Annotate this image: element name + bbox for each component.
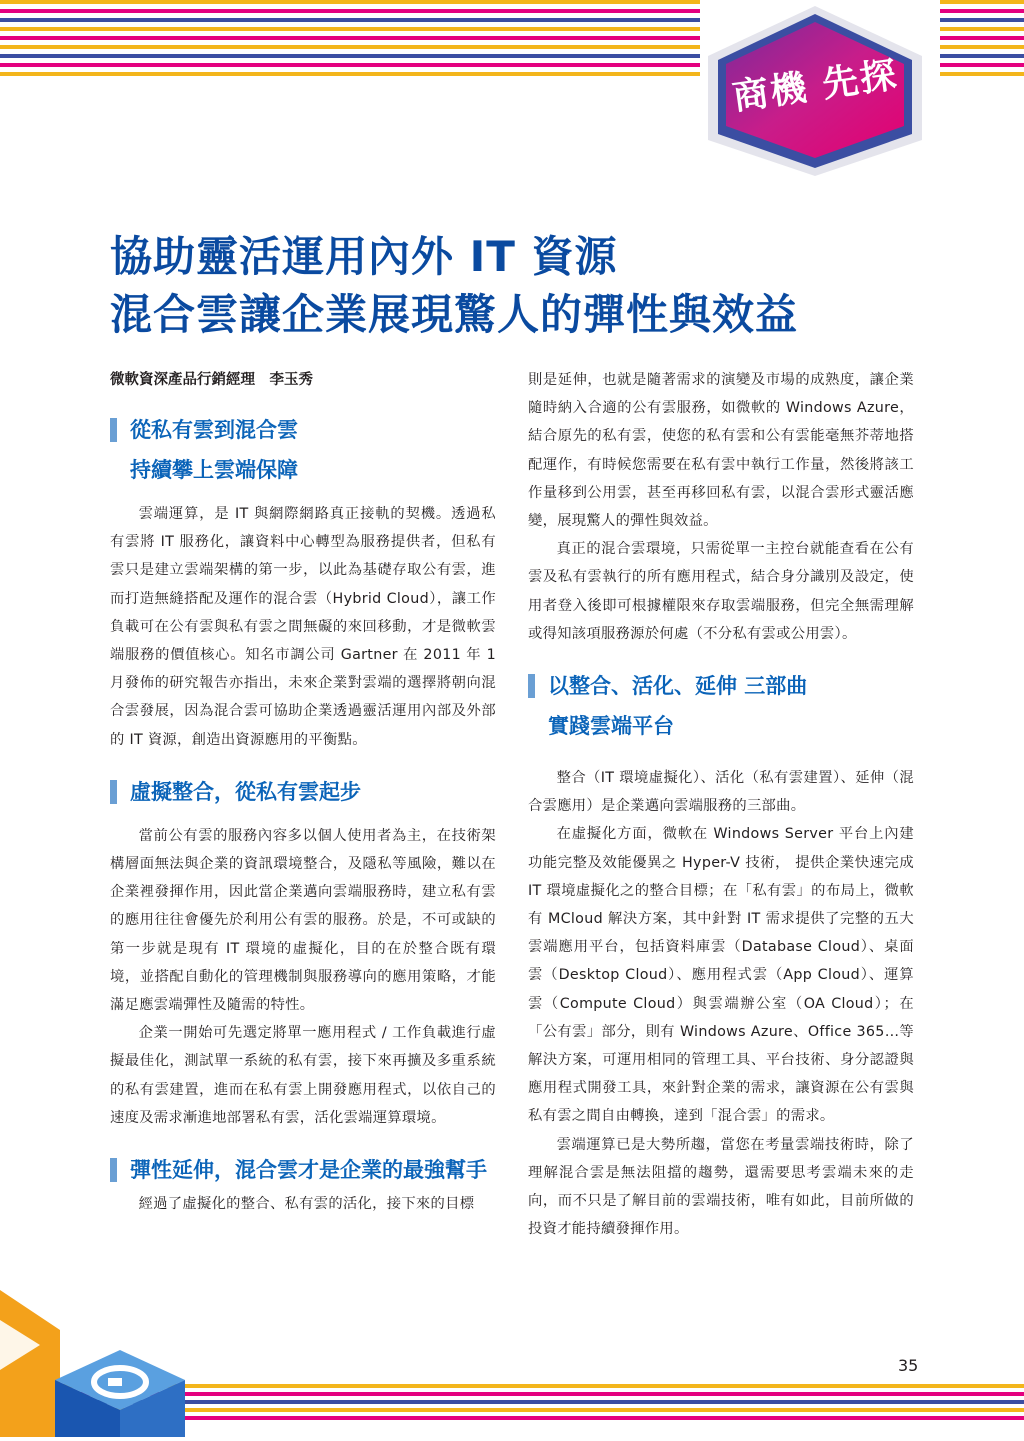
section-heading-1-line-1: 從私有雲到混合雲 bbox=[130, 418, 298, 442]
left-column bbox=[110, 366, 496, 1218]
section-heading-3-line-1: 彈性延伸，混合雲才是企業的最強幫手 bbox=[130, 1158, 487, 1183]
section-heading-4-line-1: 以整合、活化、延伸 三部曲 bbox=[548, 674, 808, 699]
section-heading-4-line-2: 實踐雲端平台 bbox=[548, 714, 674, 739]
paragraph: 整合（IT 環境虛擬化）、活化（私有雲建置）、延伸（混合雲應用）是企業邁向雲端服務的三部曲。 bbox=[528, 770, 914, 815]
corner-decoration bbox=[0, 1290, 190, 1437]
section-heading-3 bbox=[110, 1150, 496, 1190]
section-heading-2 bbox=[110, 772, 496, 812]
section-badge bbox=[700, 0, 930, 180]
article-title bbox=[110, 228, 930, 344]
paragraph: 真正的混合雲環境，只需從單一主控台就能查看在公有雲及私有雲執行的所有應用程式，結合身分識別及設定，使用者登入後即可根據權限來存取雲端服務，但完全無需理解或得知該項服務源於何處（不分私有雲或公用雲）。 bbox=[528, 541, 914, 642]
top-stripes-right bbox=[940, 0, 1024, 80]
right-column bbox=[528, 366, 914, 1243]
section-heading-2-line-1: 虛擬整合，從私有雲起步 bbox=[130, 779, 361, 804]
title-line-2: 混合雲讓企業展現驚人的彈性與效益 bbox=[110, 290, 799, 339]
paragraph: 在虛擬化方面，微軟在 Windows Server 平台上內建功能完整及效能優異之 Hyper-V 技術， 提供企業快速完成 IT 環境虛擬化之的整合目標；在「私有雲」的布局上，微軟有 MCloud 解決方案，其中針對 IT 需求提供了完整的五大雲端應用平台，包括資料庫雲（Database Cloud）、桌面雲（Desktop Cloud）、應用程式雲（App Cloud）、運算雲（Compute Cloud）與雲端辦公室（OA Cloud）；在「公有雲」部分，則有 Windows Azure、Office 365…等解決方案，可運用相同的管理工具、平台技術、身分認證與應用程式開發工具，來針對企業的需求，讓資源在公有雲與私有雲之間自由轉換，達到「混合雲」的需求。 bbox=[528, 826, 914, 1125]
section-heading-1 bbox=[110, 410, 496, 490]
title-line-1: 協助靈活運用內外 IT 資源 bbox=[110, 232, 618, 281]
paragraph: 企業一開始可先選定將單一應用程式 / 工作負載進行虛擬最佳化，測試單一系統的私有雲，接下來再擴及多重系統的私有雲建置，進而在私有雲上開發應用程式，以依自己的速度及需求漸進地部署私有雲，活化雲端運算環境。 bbox=[110, 1025, 496, 1126]
top-stripes-left bbox=[0, 0, 700, 80]
section-heading-1-line-2: 持續攀上雲端保障 bbox=[130, 458, 298, 482]
paragraph: 經過了虛擬化的整合、私有雲的活化，接下來的目標 bbox=[138, 1196, 475, 1213]
paragraph: 雲端運算，是 IT 與網際網路真正接軌的契機。透過私有雲將 IT 服務化，讓資料中心轉型為服務提供者，但私有雲只是建立雲端架構的第一步，以此為基礎存取公有雲，進而打造無縫搭配及運作的混合雲（Hybrid Cloud），讓工作負載可在公有雲與私有雲之間無礙的來回移動，才是微軟雲端服務的價值核心。知名市調公司 Gartner 在 2011 年 1 月發佈的研究報告亦指出，未來企業對雲端的選擇將朝向混合雲發展，因為混合雲可協助企業透過靈活運用內部及外部的 IT 資源，創造出資源應用的平衡點。 bbox=[110, 506, 496, 748]
paragraph: 則是延伸，也就是隨著需求的演變及市場的成熟度，讓企業隨時納入合適的公有雲服務，如微軟的 Windows Azure，結合原先的私有雲，使您的私有雲和公有雲能毫無芥蒂地搭配運作，有時候您需要在私有雲中執行工作量，然後將該工作量移到公用雲，甚至再移回私有雲，以混合雲形式靈活應變，展現驚人的彈性與效益。 bbox=[528, 372, 914, 530]
paragraph: 當前公有雲的服務內容多以個人使用者為主，在技術架構層面無法與企業的資訊環境整合，及隱私等風險，難以在企業裡發揮作用，因此當企業邁向雲端服務時，建立私有雲的應用往往會優先於利用公有雲的服務。於是，不可或缺的第一步就是現有 IT 環境的虛擬化，目的在於整合既有環境，並搭配自動化的管理機制與服務導向的應用策略，才能滿足應雲端彈性及隨需的特性。 bbox=[110, 827, 496, 1014]
section-heading-4 bbox=[528, 666, 914, 746]
paragraph: 雲端運算已是大勢所趨，當您在考量雲端技術時，除了理解混合雲是無法阻擋的趨勢，還需要思考雲端未來的走向，而不只是了解目前的雲端技術，唯有如此，目前所做的投資才能持續發揮作用。 bbox=[528, 1136, 914, 1238]
badge-text-2: 先探 bbox=[819, 54, 901, 106]
badge-text-1: 商機 bbox=[730, 67, 812, 119]
cube-logo-icon bbox=[0, 1290, 190, 1437]
page-number: 35 bbox=[898, 1356, 919, 1375]
byline: 微軟資深產品行銷經理 李玉秀 bbox=[110, 372, 313, 388]
